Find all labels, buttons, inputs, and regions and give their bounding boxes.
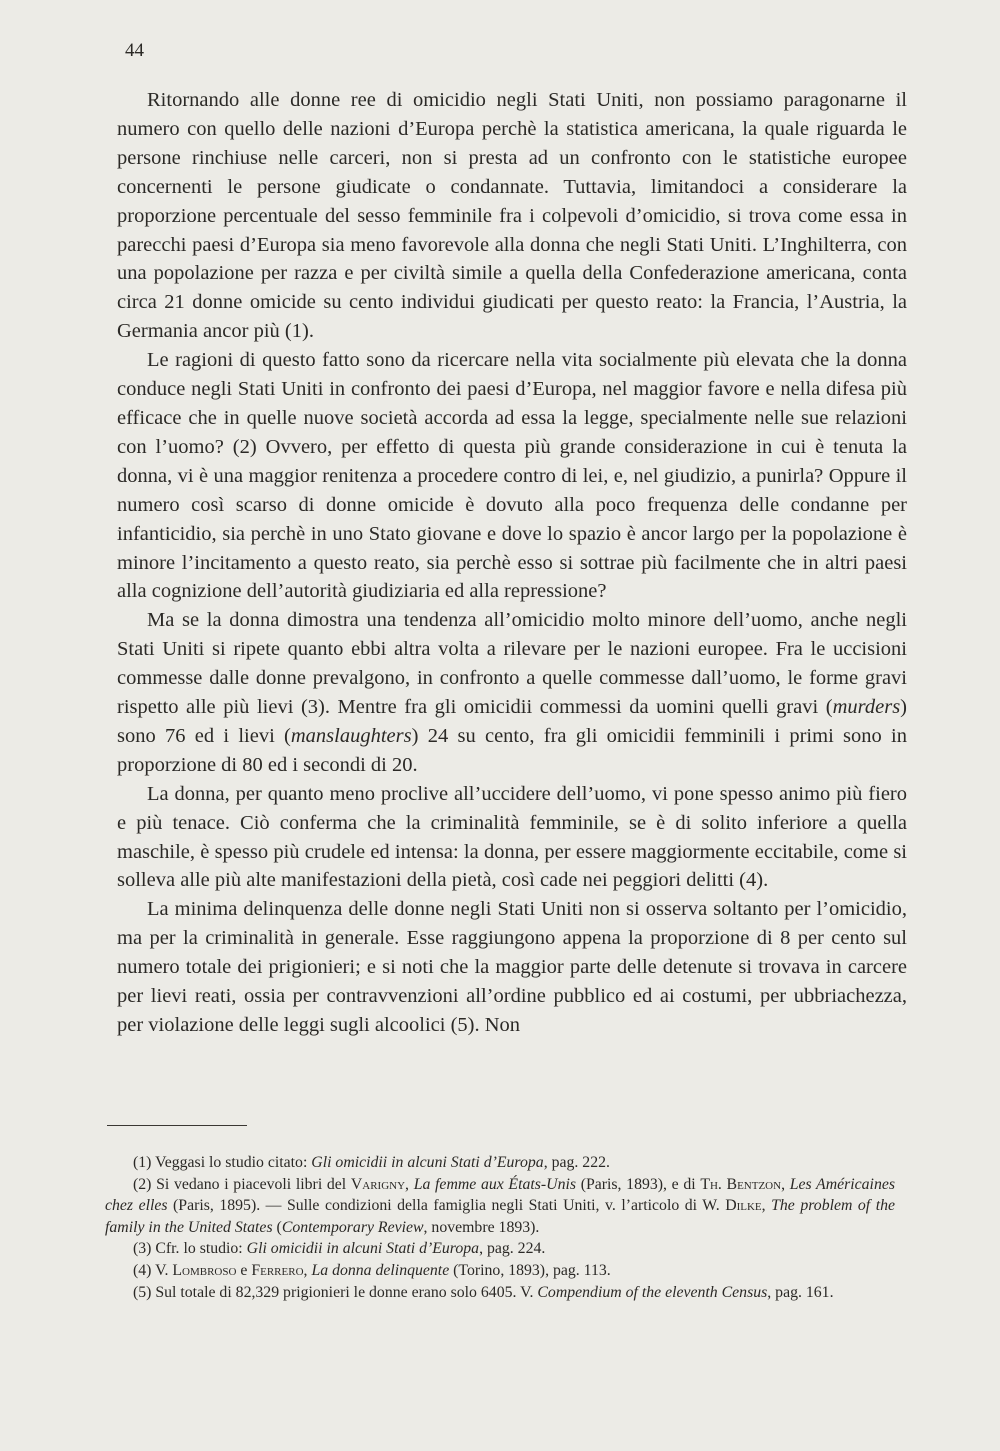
- text-run: (Paris, 1895). — Sulle condizioni della famiglia negli Stati Uniti, v. l’articolo di W.: [167, 1197, 726, 1215]
- paragraph: [117, 346, 907, 606]
- text-run: , novembre 1893).: [423, 1218, 540, 1236]
- text-run: , pag. 222.: [543, 1154, 610, 1171]
- italic-run: Gli omicidii in alcuni Stati d’Europa: [311, 1154, 544, 1171]
- text-run: (4) V.: [133, 1261, 173, 1279]
- paragraph: [117, 895, 907, 1040]
- text-run: (Torino, 1893), pag. 113.: [449, 1261, 611, 1279]
- body-text: [117, 86, 907, 1040]
- paragraph: [117, 606, 907, 779]
- italic-run: La donna delinquente: [311, 1261, 450, 1279]
- text-run: , pag. 161.: [767, 1283, 834, 1301]
- text-run: (: [272, 1218, 282, 1236]
- footnote: [105, 1238, 895, 1260]
- text-run: Ritornando alle donne ree di omicidio negli Stati Uniti, non possiamo paragonarne il numero con quello delle nazioni d’Europa perchè la statistica americana, la quale riguarda le persone rinchiuse nelle carceri, non si presta ad un confronto con le statistiche europee concernenti le persone giudicate o condannate. Tuttavia, limitandoci a considerare la proporzione percentuale del sesso femminile fra i colpevoli d’omicidio, si trova come essa in parecchi paesi d’Europa sia meno favorevole alla donna che negli Stati Uniti. L’Inghilterra, con una popolazione per razza e per civiltà simile a quella della Confederazione americana, conta circa 21 donne omicide su cento individui giudicati per questo reato: la Francia, l’Austria, la Germania ancor più (1).: [117, 89, 907, 343]
- italic-run: murders: [832, 696, 901, 719]
- smallcaps-run: Lombroso: [172, 1261, 237, 1279]
- italic-run: Les Américaines chez elles: [105, 1175, 895, 1215]
- italic-run: La femme aux États-Unis: [413, 1175, 577, 1193]
- text-run: ,: [405, 1175, 414, 1193]
- paragraph: [117, 780, 907, 896]
- text-run: ,: [303, 1261, 312, 1279]
- footnote: [105, 1152, 895, 1174]
- text-run: (Paris, 1893), e di: [576, 1175, 701, 1193]
- smallcaps-run: Ferrero: [251, 1261, 304, 1279]
- text-run: La donna, per quanto meno proclive all’uccidere dell’uomo, vi pone spesso animo più fiero e più tenace. Ciò conferma che la criminalità femminile, se è di solito inferiore a quella maschile, è spesso più crudele ed intensa: la donna, per essere maggiormente eccitabile, come si solleva alle più alte manifestazioni della pietà, così cade nei peggiori delitti (4).: [117, 782, 907, 892]
- footnotes: [105, 1152, 895, 1303]
- text-run: (3) Cfr. lo studio:: [133, 1240, 247, 1258]
- text-run: ) sono 76 ed i lievi (: [117, 696, 907, 747]
- text-run: (2) Si vedano i piacevoli libri del: [133, 1175, 351, 1193]
- text-run: Ma se la donna dimostra una tendenza all’omicidio molto minore dell’uomo, anche negli Stati Uniti si ripete quanto ebbi altra volta a rilevare per le nazioni europee. Fra le uccisioni commesse dalle donne prevalgono, in confronto a quelle commesse dall’uomo, le forme gravi rispetto alle più lievi (3). Mentre fra gli omicidii commessi da uomini quelli gravi (: [117, 609, 907, 719]
- text-run: e: [236, 1261, 252, 1279]
- text-run: Le ragioni di questo fatto sono da ricercare nella vita socialmente più elevata che la donna conduce negli Stati Uniti in confronto dei paesi d’Europa, nel maggior favore e nella difesa più efficace che in quelle nuove società accorda ad essa la legge, specialmente nelle sue relazioni con l’uomo? (2) Ovvero, per effetto di questa più grande considerazione in cui è tenuta la donna, vi è una maggior renitenza a procedere contro di lei, e, nel giudizio, a punirla? Oppure il numero così scarso di donne omicide è dovuto alla poco frequenza delle condanne per infanticidio, sia perchè in uno Stato giovane e dove lo spazio è ancor largo per la popolazione è minore l’incitamento a questo reato, sia perchè esso si sottrae più facilmente che in altri paesi alla cognizione dell’autorità giudiziaria ed alla repressione?: [117, 349, 907, 603]
- italic-run: The problem of the family in the United States: [105, 1197, 896, 1236]
- paragraph: [117, 86, 907, 346]
- footnote-separator: [107, 1125, 247, 1126]
- text-run: (1) Veggasi lo studio citato:: [133, 1154, 312, 1171]
- italic-run: Gli omicidii in alcuni Stati d’Europa: [246, 1240, 480, 1258]
- smallcaps-run: Varigny: [350, 1175, 406, 1193]
- smallcaps-run: Th. Bentzon: [700, 1175, 782, 1193]
- italic-run: manslaughters: [290, 724, 412, 747]
- footnote: [105, 1174, 895, 1239]
- italic-run: Contemporary Review: [281, 1218, 424, 1236]
- text-run: La minima delinquenza delle donne negli Stati Uniti non si osserva soltanto per l’omicidio, ma per la criminalità in generale. Esse raggiungono appena la proporzione di 8 per cento sul numero totale dei prigionieri; e si noti che la maggior parte delle detenute si trovava in carcere per lievi reati, ossia per contravvenzioni all’ordine pubblico ed ai costumi, per ubbriachezza, per violazione delle leggi sugli alcoolici (5). Non: [117, 898, 907, 1036]
- text-run: ) 24 su cento, fra gli omicidii femminili i primi sono in proporzione di 80 ed i secondi di 20.: [117, 724, 907, 776]
- smallcaps-run: Dilke: [725, 1197, 762, 1215]
- page-number: 44: [125, 40, 144, 61]
- italic-run: Compendium of the eleventh Census: [537, 1283, 768, 1301]
- text-run: , pag. 224.: [479, 1240, 546, 1258]
- text-run: ,: [761, 1197, 772, 1215]
- text-run: ,: [781, 1175, 790, 1193]
- footnote: [105, 1260, 895, 1282]
- footnote: [105, 1282, 895, 1304]
- text-run: (5) Sul totale di 82,329 prigionieri le donne erano solo 6405. V.: [133, 1283, 538, 1301]
